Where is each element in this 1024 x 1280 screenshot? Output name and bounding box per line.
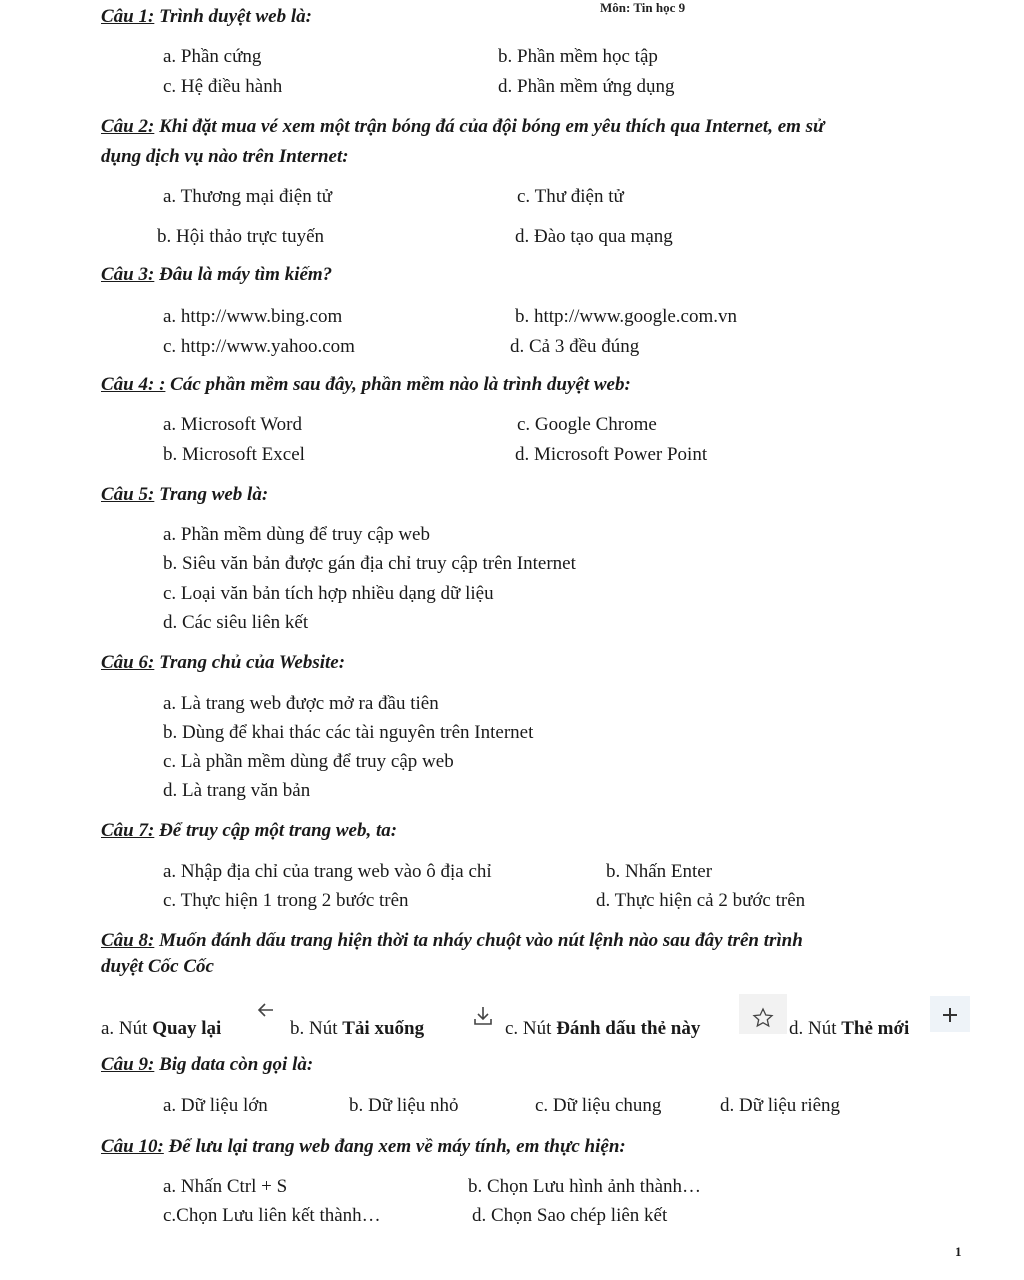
q1-option-b: b. Phần mềm học tập: [498, 46, 658, 67]
q10-option-b: b. Chọn Lưu hình ảnh thành…: [468, 1176, 702, 1197]
star-icon: [739, 994, 787, 1034]
q7-option-d: d. Thực hiện cả 2 bước trên: [596, 890, 806, 911]
question-10-text: Để lưu lại trang web đang xem về máy tính, em thực hiện:: [163, 1136, 626, 1157]
q9-option-b: b. Dữ liệu nhỏ: [349, 1095, 459, 1116]
q2-option-d: d. Đào tạo qua mạng: [515, 226, 673, 247]
question-9-number: Câu 9:: [101, 1054, 155, 1075]
q2-option-c: c. Thư điện tử: [517, 186, 624, 207]
q7-option-c: c. Thực hiện 1 trong 2 bước trên: [163, 890, 409, 911]
q8-option-b: b. Nút Tải xuống: [290, 1018, 425, 1039]
q2-option-b: b. Hội thảo trực tuyến: [157, 226, 325, 247]
q8-option-a: a. Nút Quay lại: [101, 1018, 222, 1039]
q5-option-a: a. Phần mềm dùng để truy cập web: [163, 524, 430, 545]
question-2-number: Câu 2:: [101, 116, 155, 137]
q6-option-d: d. Là trang văn bản: [163, 780, 311, 801]
question-9: [101, 1054, 313, 1076]
question-4: [101, 374, 631, 396]
q9-option-a: a. Dữ liệu lớn: [163, 1095, 268, 1116]
question-7-number: Câu 7:: [101, 820, 155, 841]
question-8-text-line2: duyệt Cốc Cốc: [101, 956, 214, 977]
question-7-text: Để truy cập một trang web, ta:: [154, 820, 398, 841]
q3-option-c: c. http://www.yahoo.com: [163, 336, 355, 357]
plus-icon: [930, 996, 970, 1032]
question-8-number: Câu 8:: [101, 930, 155, 951]
q9-option-d: d. Dữ liệu riêng: [720, 1095, 841, 1116]
q6-option-b: b. Dùng để khai thác các tài nguyên trên Internet: [163, 722, 534, 743]
q4-option-b: b. Microsoft Excel: [163, 444, 305, 465]
q4-option-c: c. Google Chrome: [517, 414, 657, 435]
question-2-text-line2: dụng dịch vụ nào trên Internet:: [101, 146, 349, 167]
question-3-text: Đâu là máy tìm kiếm?: [154, 264, 333, 285]
question-1: [101, 6, 312, 28]
question-6-text: Trang chủ của Website:: [154, 652, 346, 673]
q7-option-a: a. Nhập địa chỉ của trang web vào ô địa chỉ: [163, 861, 492, 882]
question-4-text: Các phần mềm sau đây, phần mềm nào là trình duyệt web:: [165, 374, 631, 395]
page-number: 1: [955, 1244, 962, 1259]
question-10: [101, 1136, 626, 1158]
q7-option-b: b. Nhấn Enter: [606, 861, 713, 882]
question-5-text: Trang web là:: [154, 484, 269, 505]
q1-option-d: d. Phần mềm ứng dụng: [498, 76, 675, 97]
subject-header: Môn: Tin học 9: [600, 0, 686, 15]
q3-option-a: a. http://www.bing.com: [163, 306, 343, 327]
question-5-number: Câu 5:: [101, 484, 155, 505]
q1-option-a: a. Phần cứng: [163, 46, 262, 67]
question-1-number: Câu 1:: [101, 6, 155, 27]
question-8-text: Muốn đánh dấu trang hiện thời ta nháy chuột vào nút lệnh nào sau đây trên trình: [154, 930, 803, 951]
question-10-number: Câu 10:: [101, 1136, 164, 1157]
download-icon: [472, 1004, 494, 1033]
q3-option-b: b. http://www.google.com.vn: [515, 306, 737, 327]
q9-option-c: c. Dữ liệu chung: [535, 1095, 662, 1116]
question-8: [101, 930, 803, 952]
question-1-text: Trình duyệt web là:: [154, 6, 312, 27]
q6-option-a: a. Là trang web được mở ra đầu tiên: [163, 693, 439, 714]
question-6-number: Câu 6:: [101, 652, 155, 673]
question-4-number: Câu 4: :: [101, 374, 166, 395]
question-9-text: Big data còn gọi là:: [154, 1054, 314, 1075]
q3-option-d: d. Cả 3 đều đúng: [510, 336, 640, 357]
q8-option-c: c. Nút Đánh dấu thẻ này: [505, 1018, 701, 1039]
q2-option-a: a. Thương mại điện tử: [163, 186, 333, 207]
q8-option-d: d. Nút Thẻ mới: [789, 1018, 910, 1039]
question-6: [101, 652, 345, 674]
q4-option-a: a. Microsoft Word: [163, 414, 303, 435]
q5-option-b: b. Siêu văn bản được gán địa chỉ truy cập trên Internet: [163, 553, 576, 574]
question-2: [101, 116, 824, 138]
q10-option-a: a. Nhấn Ctrl + S: [163, 1176, 288, 1197]
q10-option-c: c.Chọn Lưu liên kết thành…: [163, 1205, 381, 1226]
question-3-number: Câu 3:: [101, 264, 155, 285]
back-arrow-icon: [255, 1000, 277, 1025]
q4-option-d: d. Microsoft Power Point: [515, 444, 708, 465]
question-5: [101, 484, 268, 506]
q6-option-c: c. Là phần mềm dùng để truy cập web: [163, 751, 454, 772]
q5-option-d: d. Các siêu liên kết: [163, 612, 309, 633]
q5-option-c: c. Loại văn bản tích hợp nhiều dạng dữ liệu: [163, 583, 494, 604]
question-3: [101, 264, 332, 286]
question-2-text: Khi đặt mua vé xem một trận bóng đá của đội bóng em yêu thích qua Internet, em sử: [154, 116, 825, 137]
question-7: [101, 820, 397, 842]
q10-option-d: d. Chọn Sao chép liên kết: [472, 1205, 668, 1226]
q1-option-c: c. Hệ điều hành: [163, 76, 283, 97]
